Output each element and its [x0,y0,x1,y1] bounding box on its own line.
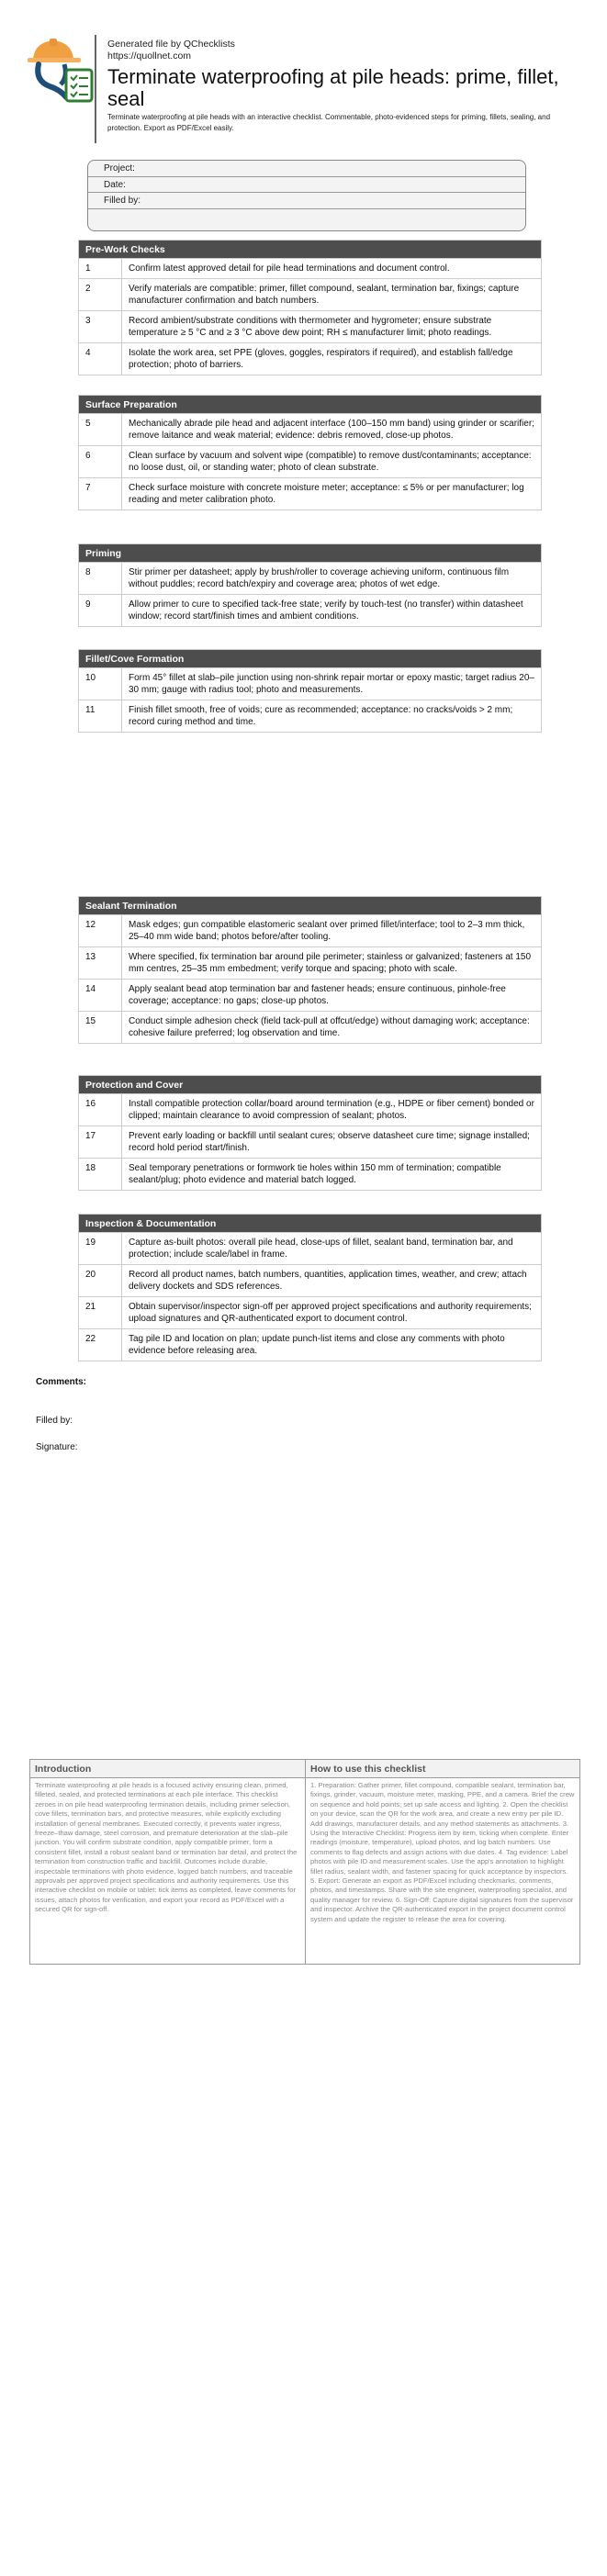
comments-label: Comments: [36,1377,87,1387]
introduction-text: Terminate waterproofing at pile heads is a focused activity ensuring clean, primed, filleted, sealed, and protected terminations at each pile interface. This checklist zeroes in on pile head waterproofing termination details, including primer selection, cove fillets, termination bars, and protective measures, while explicitly excluding installation of general membranes. Executed correctly, it prevents water ingress, freeze–thaw damage, steel corrosion, and premature deterioration at the slab–pile junction. You will confirm substrate condition, apply compatible primer, form a consistent fillet, install a robust sealant band or termination bar detail, and protect the termination from construction traffic and backfill. Outcomes include durable, inspectable terminations with photo evidence, logged batch numbers, and traceable approvals per approved project specifications and authority requirements. Use this interactive checklist on mobile or tablet: tick items as completed, leave comments for issues, attach photos for verification, and export your record as PDF/Excel with a secured QR for sign-off. [35,1781,298,1914]
item-number: 19 [79,1233,122,1265]
section-protection-and-cover [78,1075,542,1191]
section-header: Surface Preparation [78,395,542,413]
section-pre-work-checks [78,240,542,375]
section-header: Pre-Work Checks [78,240,542,258]
section-priming [78,543,542,627]
page-subtitle: Terminate waterproofing at pile heads with an interactive checklist. Commentable, photo-evidenced steps for priming, fillets, sealing, and protection. Export as PDF/Excel easily. [107,113,551,132]
section-header: Priming [78,543,542,562]
table-row[interactable] [79,1233,542,1265]
table-row[interactable] [79,1265,542,1297]
item-number: 5 [79,414,122,446]
section-header: Protection and Cover [78,1075,542,1093]
item-number: 2 [79,279,122,311]
item-text: Where specified, fix termination bar around pile perimeter; stainless or galvanized; fasteners at 150 mm centres, 25–35 mm embedment; verify torque and spacing; photo with scale. [122,947,542,980]
table-row[interactable] [79,563,542,595]
item-number: 21 [79,1297,122,1329]
table-row[interactable] [79,259,542,279]
table-row[interactable] [79,595,542,627]
item-number: 10 [79,668,122,700]
table-row[interactable] [79,1297,542,1329]
table-row[interactable] [79,1012,542,1044]
item-text: Isolate the work area, set PPE (gloves, goggles, respirators if required), and establish fall/edge protection; photo of barriers. [122,343,542,375]
item-text: Finish fillet smooth, free of voids; cure as recommended; acceptance: no cracks/voids > 2 mm; record curing method and time. [122,700,542,733]
item-text: Prevent early loading or backfill until sealant cures; observe datasheet cure time; signage installed; record hold period start/finish. [122,1126,542,1159]
section-header: Sealant Termination [78,896,542,914]
section-sealant-termination [78,896,542,1044]
item-text: Form 45° fillet at slab–pile junction using non-shrink repair mortar or epoxy mastic; target radius 20–30 mm; gauge with radius tool; photo and measurements. [122,668,542,700]
section-header: Inspection & Documentation [78,1214,542,1232]
item-number: 18 [79,1159,122,1191]
item-text: Install compatible protection collar/board around termination (e.g., HDPE or fiber cement) bonded or clipped; maintain clearance to avoid compression of sealant; photos. [122,1094,542,1126]
item-number: 15 [79,1012,122,1044]
page-title: Terminate waterproofing at pile heads: prime, fillet, seal [107,65,559,110]
item-number: 4 [79,343,122,375]
item-text: Capture as-built photos: overall pile head, close-ups of fillet, sealant band, termination bar, and protection; include scale/label in frame. [122,1233,542,1265]
how-to-use-text: 1. Preparation: Gather primer, fillet compound, compatible sealant, termination bar, fixings, grinder, vacuum, moisture meter, masking, PPE, and a camera. Brief the crew on sequence and hold points; set up safe access and lighting. 2. Open the checklist on your device, scan the QR for the work area, and create a new entry per pile ID. Add drawings, manufacturer details, and any method statements as attachments. 3. Using the Interactive Checklist: Progress item by item, ticking when complete. Enter readings (moisture, temperature), upload photos, and log batch numbers. Use comments to flag defects and assign actions with due dates. 4. Tag evidence: Label photos with pile ID and measurement scales. Use the app's annotation to highlight fillet radius, sealant width, and fastener spacing for quick acceptance by inspectors. 5. Export: Generate an export as PDF/Excel including checkmarks, comments, photos, and timestamps. Share with the site engineer, waterproofing specialist, and quality manager for review. 6. Sign-Off: Capture digital signatures from the supervisor and inspector. Archive the QR-authenticated export in the project document control system and update the register to release the area for covering. [310,1781,575,1923]
item-text: Seal temporary penetrations or formwork tie holes within 150 mm of termination; compatible sealant/plug; photo evidence and material batch logged. [122,1159,542,1191]
item-text: Check surface moisture with concrete moisture meter; acceptance: ≤ 5% or per manufacturer; log reading and meter calibration photo. [122,478,542,510]
item-number: 16 [79,1094,122,1126]
project-field[interactable]: Project: [88,161,525,177]
table-row[interactable] [79,700,542,733]
table-row[interactable] [79,279,542,311]
item-number: 13 [79,947,122,980]
document-header [26,35,586,143]
item-text: Record ambient/substrate conditions with thermometer and hygrometer; ensure substrate temperature ≥ 5 °C and ≥ 3 °C above dew point; RH ≤ manufacturer limit; photo readings. [122,311,542,343]
item-number: 22 [79,1329,122,1361]
header-divider [95,35,96,143]
table-row[interactable] [79,1094,542,1126]
how-to-use-panel [305,1760,579,1964]
table-row[interactable] [79,1159,542,1191]
item-text: Tag pile ID and location on plan; update punch-list items and close any comments with photo evidence before releasing area. [122,1329,542,1361]
blank-field [88,209,525,226]
section-header: Fillet/Cove Formation [78,649,542,667]
item-number: 11 [79,700,122,733]
item-number: 14 [79,980,122,1012]
table-row[interactable] [79,446,542,478]
item-text: Obtain supervisor/inspector sign-off per approved project specifications and authority requirements; upload signatures and QR-authenticated export to document control. [122,1297,542,1329]
item-number: 3 [79,311,122,343]
item-text: Clean surface by vacuum and solvent wipe (compatible) to remove dust/contaminants; acceptance: no loose dust, oil, or standing water; photo of clean substrate. [122,446,542,478]
item-number: 20 [79,1265,122,1297]
item-text: Confirm latest approved detail for pile head terminations and document control. [122,259,542,279]
item-text: Record all product names, batch numbers, quantities, application times, weather, and crew; attach delivery dockets and SDS references. [122,1265,542,1297]
item-number: 9 [79,595,122,627]
source-url-link[interactable]: https://quollnet.com [107,50,192,62]
table-row[interactable] [79,947,542,980]
table-row[interactable] [79,343,542,375]
project-info-box [87,160,526,231]
item-number: 8 [79,563,122,595]
filled-by-label: Filled by: [36,1416,73,1426]
table-row[interactable] [79,1329,542,1361]
item-text: Verify materials are compatible: primer, fillet compound, sealant, termination bar, fixings; capture manufacturer confirmation and batch numbers. [122,279,542,311]
hardhat-checklist-logo-icon [26,37,96,103]
table-row[interactable] [79,980,542,1012]
item-text: Mechanically abrade pile head and adjacent interface (100–150 mm band) using grinder or scarifier; remove laitance and weak material; evidence: debris removed, close-up photos. [122,414,542,446]
how-to-use-title: How to use this checklist [306,1760,579,1778]
item-number: 6 [79,446,122,478]
generated-by-text: Generated file by QChecklists [107,39,235,50]
date-field[interactable]: Date: [88,177,525,194]
item-number: 17 [79,1126,122,1159]
info-panel [29,1759,580,1965]
table-row[interactable] [79,414,542,446]
introduction-panel [30,1760,305,1964]
item-text: Allow primer to cure to specified tack-free state; verify by touch-test (no transfer) within datasheet window; record start/finish times and ambient conditions. [122,595,542,627]
table-row[interactable] [79,478,542,510]
item-text: Stir primer per datasheet; apply by brush/roller to coverage achieving uniform, continuous film without puddles; record batch/expiry and coverage area; photos of wet edge. [122,563,542,595]
section-inspection-documentation [78,1214,542,1361]
table-row[interactable] [79,915,542,947]
item-text: Apply sealant bead atop termination bar and fastener heads; ensure continuous, pinhole-free coverage; acceptance: no gaps; close-up photos. [122,980,542,1012]
section-surface-preparation [78,395,542,510]
section-fillet-cove-formation [78,649,542,733]
signature-label: Signature: [36,1442,78,1452]
introduction-title: Introduction [30,1760,305,1778]
item-number: 1 [79,259,122,279]
item-text: Conduct simple adhesion check (field tack-pull at offcut/edge) without damaging work; acceptance: cohesive failure preferred; log observation and time. [122,1012,542,1044]
item-text: Mask edges; gun compatible elastomeric sealant over primed fillet/interface; tool to 2–3 mm thick, 25–40 mm wide band; photos before/after tooling. [122,915,542,947]
filled-by-field[interactable]: Filled by: [88,193,525,209]
table-row[interactable] [79,668,542,700]
item-number: 12 [79,915,122,947]
table-row[interactable] [79,311,542,343]
table-row[interactable] [79,1126,542,1159]
item-number: 7 [79,478,122,510]
